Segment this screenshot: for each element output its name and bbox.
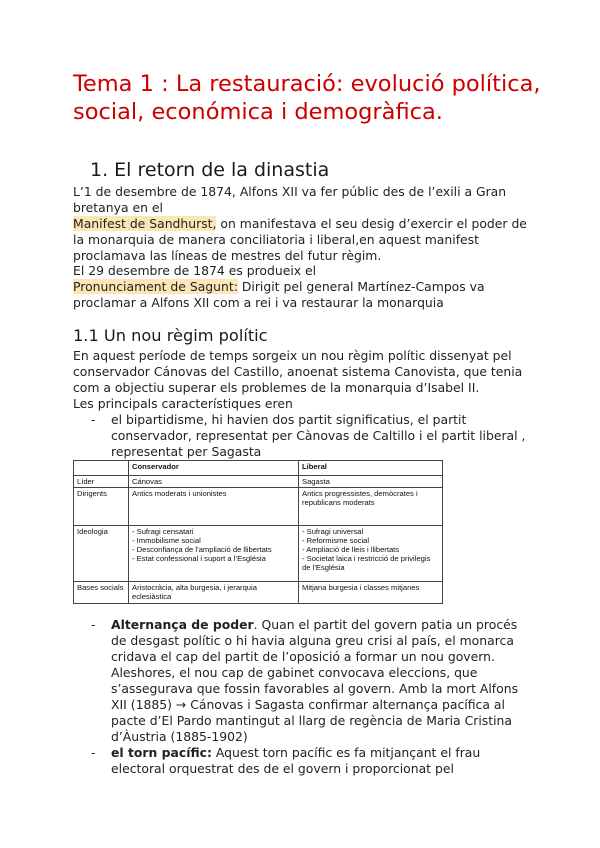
paragraph-canovista: En aquest període de temps sorgeix un nou règim polític dissenyat pel conservador Cánovas del Castillo, anoenat sistema Canovista, que tenia com a objectiu superar els problemes de la monarquia d’Isabel II. — [73, 348, 523, 395]
paragraph-sagunt-rest: Dirigit pel general Martínez-Campos va proclamar a Alfons XII com a rei i va restaurar la monarquia — [73, 279, 485, 310]
table-row — [74, 526, 443, 582]
cell-ideologia-conservador — [129, 526, 299, 582]
dash-bullet-icon: - — [91, 745, 96, 760]
table-row — [74, 476, 443, 488]
parties-comparison-table — [73, 460, 443, 604]
list-item — [91, 412, 531, 460]
cell-bases-liberal: Mitjana burgesia i classes mitjanes — [299, 582, 443, 604]
bullet-list-bipartidisme — [91, 412, 531, 460]
list-item: - Sufragi censatari — [132, 527, 194, 536]
page-title: Tema 1 : La restauració: evolució política, social, económica i demogràfica. — [73, 71, 541, 125]
bullet-alternanca-text: . Quan el partit del govern patia un procés de desgast polític o hi havia alguna greu crisi al país, el monarca cridava el cap del partit de l’oposició a formar un nou govern. Aleshores, el nou cap de gabinet convocava eleccions, que s’assegurava que fossin favorables al govern. Amb la mort Alfons XII (1885) → Cánovas i Sagasta confirmar alternança pacífica al pacte d’El Pardo mantingut al llarg de regència de Maria Cristina d’Àustria (1885-1902) — [111, 617, 519, 744]
cell-dirigents-liberal: Antics progressistes, demòcrates i republicans moderats — [299, 488, 443, 526]
cell-lider-conservador: Cánovas — [129, 476, 299, 488]
row-label-ideologia: Ideologia — [74, 526, 129, 582]
cell-ideologia-liberal — [299, 526, 443, 582]
list-item: - Estat confessional i suport a l’Església — [132, 554, 266, 563]
list-item — [91, 745, 531, 777]
table-row — [74, 488, 443, 526]
cell-dirigents-conservador: Antics moderats i unionistes — [129, 488, 299, 526]
cell-lider-liberal: Sagasta — [299, 476, 443, 488]
section-heading-retorn: 1. El retorn de la dinastia — [90, 159, 330, 181]
list-item: - Ampliació de lleis i llibertats — [302, 545, 400, 554]
row-label-bases-socials: Bases socials — [74, 582, 129, 604]
paragraph-sagunt — [73, 263, 533, 311]
paragraph-caracteristiques: Les principals característiques eren — [73, 396, 293, 411]
bullet-torn-text: Aquest torn pacífic es fa mitjançant el frau electoral orquestrat des de el govern i proporcionat pel — [111, 745, 481, 776]
table-header-conservador: Conservador — [129, 461, 299, 476]
paragraph-sandhurst — [73, 184, 533, 264]
cell-bases-conservador: Aristocràcia, alta burgesia, i jerarquia eclesiàstica — [129, 582, 299, 604]
dash-bullet-icon: - — [91, 412, 96, 427]
table-header-empty — [74, 461, 129, 476]
table-row — [74, 582, 443, 604]
section-heading-nou-regim: 1.1 Un nou règim polític — [73, 326, 268, 345]
bullet-alternanca-label: Alternança de poder — [111, 617, 254, 632]
bullet-list-alternanca — [91, 617, 531, 777]
table-header-liberal: Liberal — [299, 461, 443, 476]
row-label-lider: Líder — [74, 476, 129, 488]
paragraph-sandhurst-rest: on manifestava el seu desig d’exercir el poder de la monarquia de manera conciliatoria i liberal,en aquest manifest proclamava las líneas de mestres del futur règim. — [73, 216, 527, 263]
table-header-row — [74, 461, 443, 476]
bullet-bipartidisme-text: el bipartidisme, hi havien dos partit significatius, el partit conservador, representat per Cànovas de Caltillo i el partit liberal , representat per Sagasta — [111, 412, 526, 459]
list-item: - Reformisme social — [302, 536, 370, 545]
highlight-manifest-sandhurst: Manifest de Sandhurst, — [73, 216, 217, 231]
highlight-pronunciament-sagunt: Pronunciament de Sagunt: — [73, 279, 238, 294]
list-item: - Immobilisme social — [132, 536, 201, 545]
list-item: - Societat laica i restricció de privilegis de l’Església — [302, 554, 431, 572]
list-item: - Sufragi universal — [302, 527, 364, 536]
list-item — [91, 617, 531, 745]
ideologia-liberal-list — [302, 527, 439, 572]
row-label-dirigents: Dirigents — [74, 488, 129, 526]
paragraph-sandhurst-text: L’1 de desembre de 1874, Alfons XII va fer públic des de l’exili a Gran bretanya en el — [73, 184, 507, 215]
dash-bullet-icon: - — [91, 617, 96, 632]
list-item: - Desconfiança de l’ampliació de llibertats — [132, 545, 272, 554]
ideologia-conservador-list — [132, 527, 295, 563]
bullet-torn-label: el torn pacífic: — [111, 745, 212, 760]
paragraph-sagunt-text: El 29 desembre de 1874 es produeix el — [73, 263, 317, 278]
